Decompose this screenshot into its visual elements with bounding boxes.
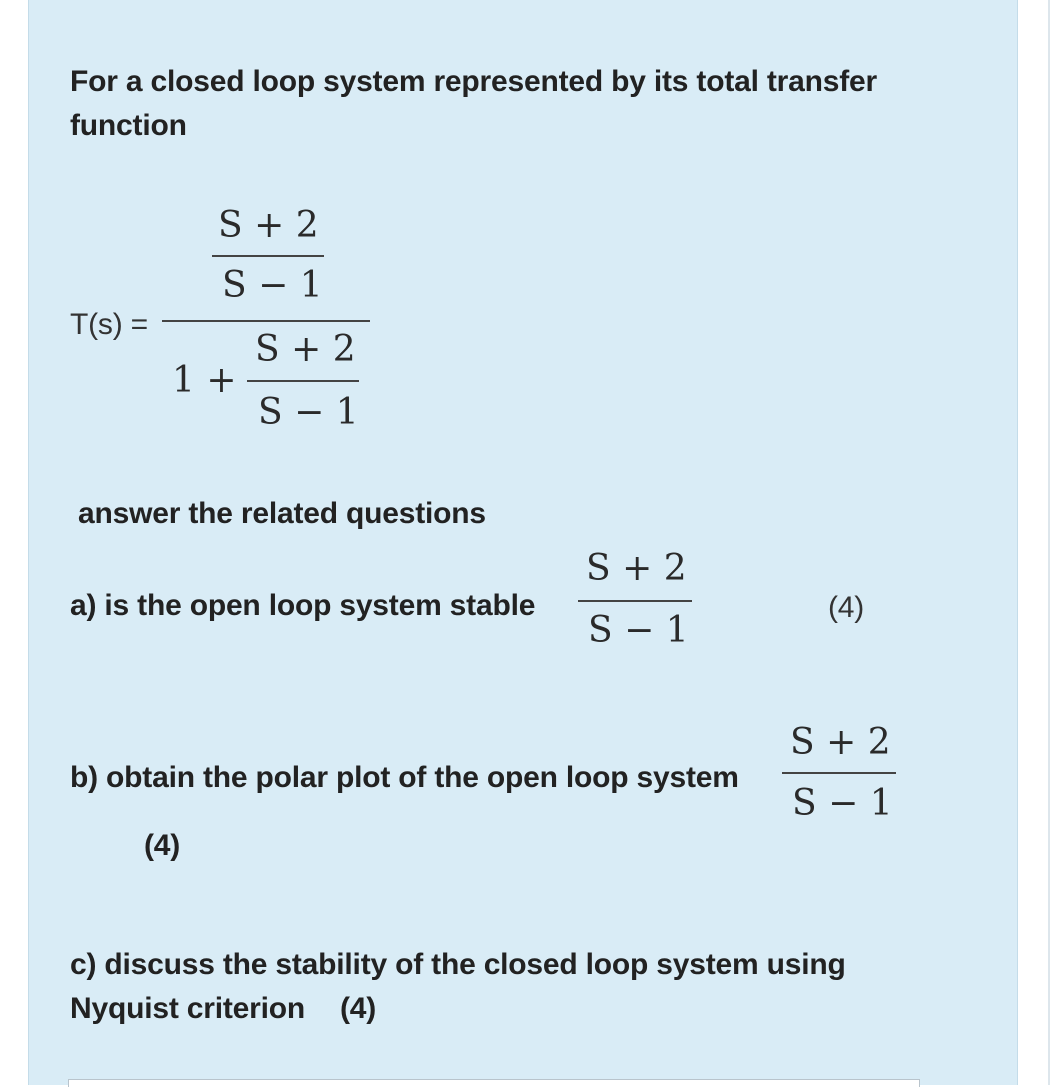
question-c-line-2: Nyquist criterion	[70, 992, 305, 1025]
question-a-marks: (4)	[828, 591, 865, 624]
intro-line-2: function	[70, 109, 187, 142]
formula-inner-bar	[212, 255, 324, 257]
question-b-marks: (4)	[144, 829, 181, 862]
question-b-bar	[782, 772, 896, 774]
question-c-line-1: c) discuss the stability of the closed loop system using	[70, 948, 846, 981]
question-b-text: b) obtain the polar plot of the open loop system	[70, 761, 739, 794]
formula-one-plus: 1 +	[172, 360, 237, 401]
formula-inner-denominator: S − 1	[222, 265, 323, 306]
question-c-marks: (4)	[340, 992, 377, 1025]
formula-lhs: T(s) =	[70, 308, 148, 341]
question-a-text: a) is the open loop system stable	[70, 589, 536, 622]
question-b-denominator: S − 1	[792, 783, 893, 824]
formula-outer-denominator: S − 1	[258, 392, 359, 433]
question-b-numerator: S + 2	[790, 722, 891, 763]
formula-outer-numerator: S + 2	[255, 329, 356, 370]
question-a-numerator: S + 2	[586, 548, 687, 589]
question-a-bar	[578, 600, 692, 602]
question-a-denominator: S − 1	[588, 610, 689, 651]
intro-line-1: For a closed loop system represented by its total transfer	[70, 65, 877, 98]
formula-outer-bar	[247, 380, 359, 382]
instructions-text: answer the related questions	[78, 497, 486, 530]
formula-inner-numerator: S + 2	[218, 205, 319, 246]
answer-input[interactable]	[68, 1079, 920, 1087]
question-card	[28, 0, 1018, 1085]
scroll-edge	[1048, 0, 1050, 1085]
formula-main-bar	[162, 320, 370, 322]
